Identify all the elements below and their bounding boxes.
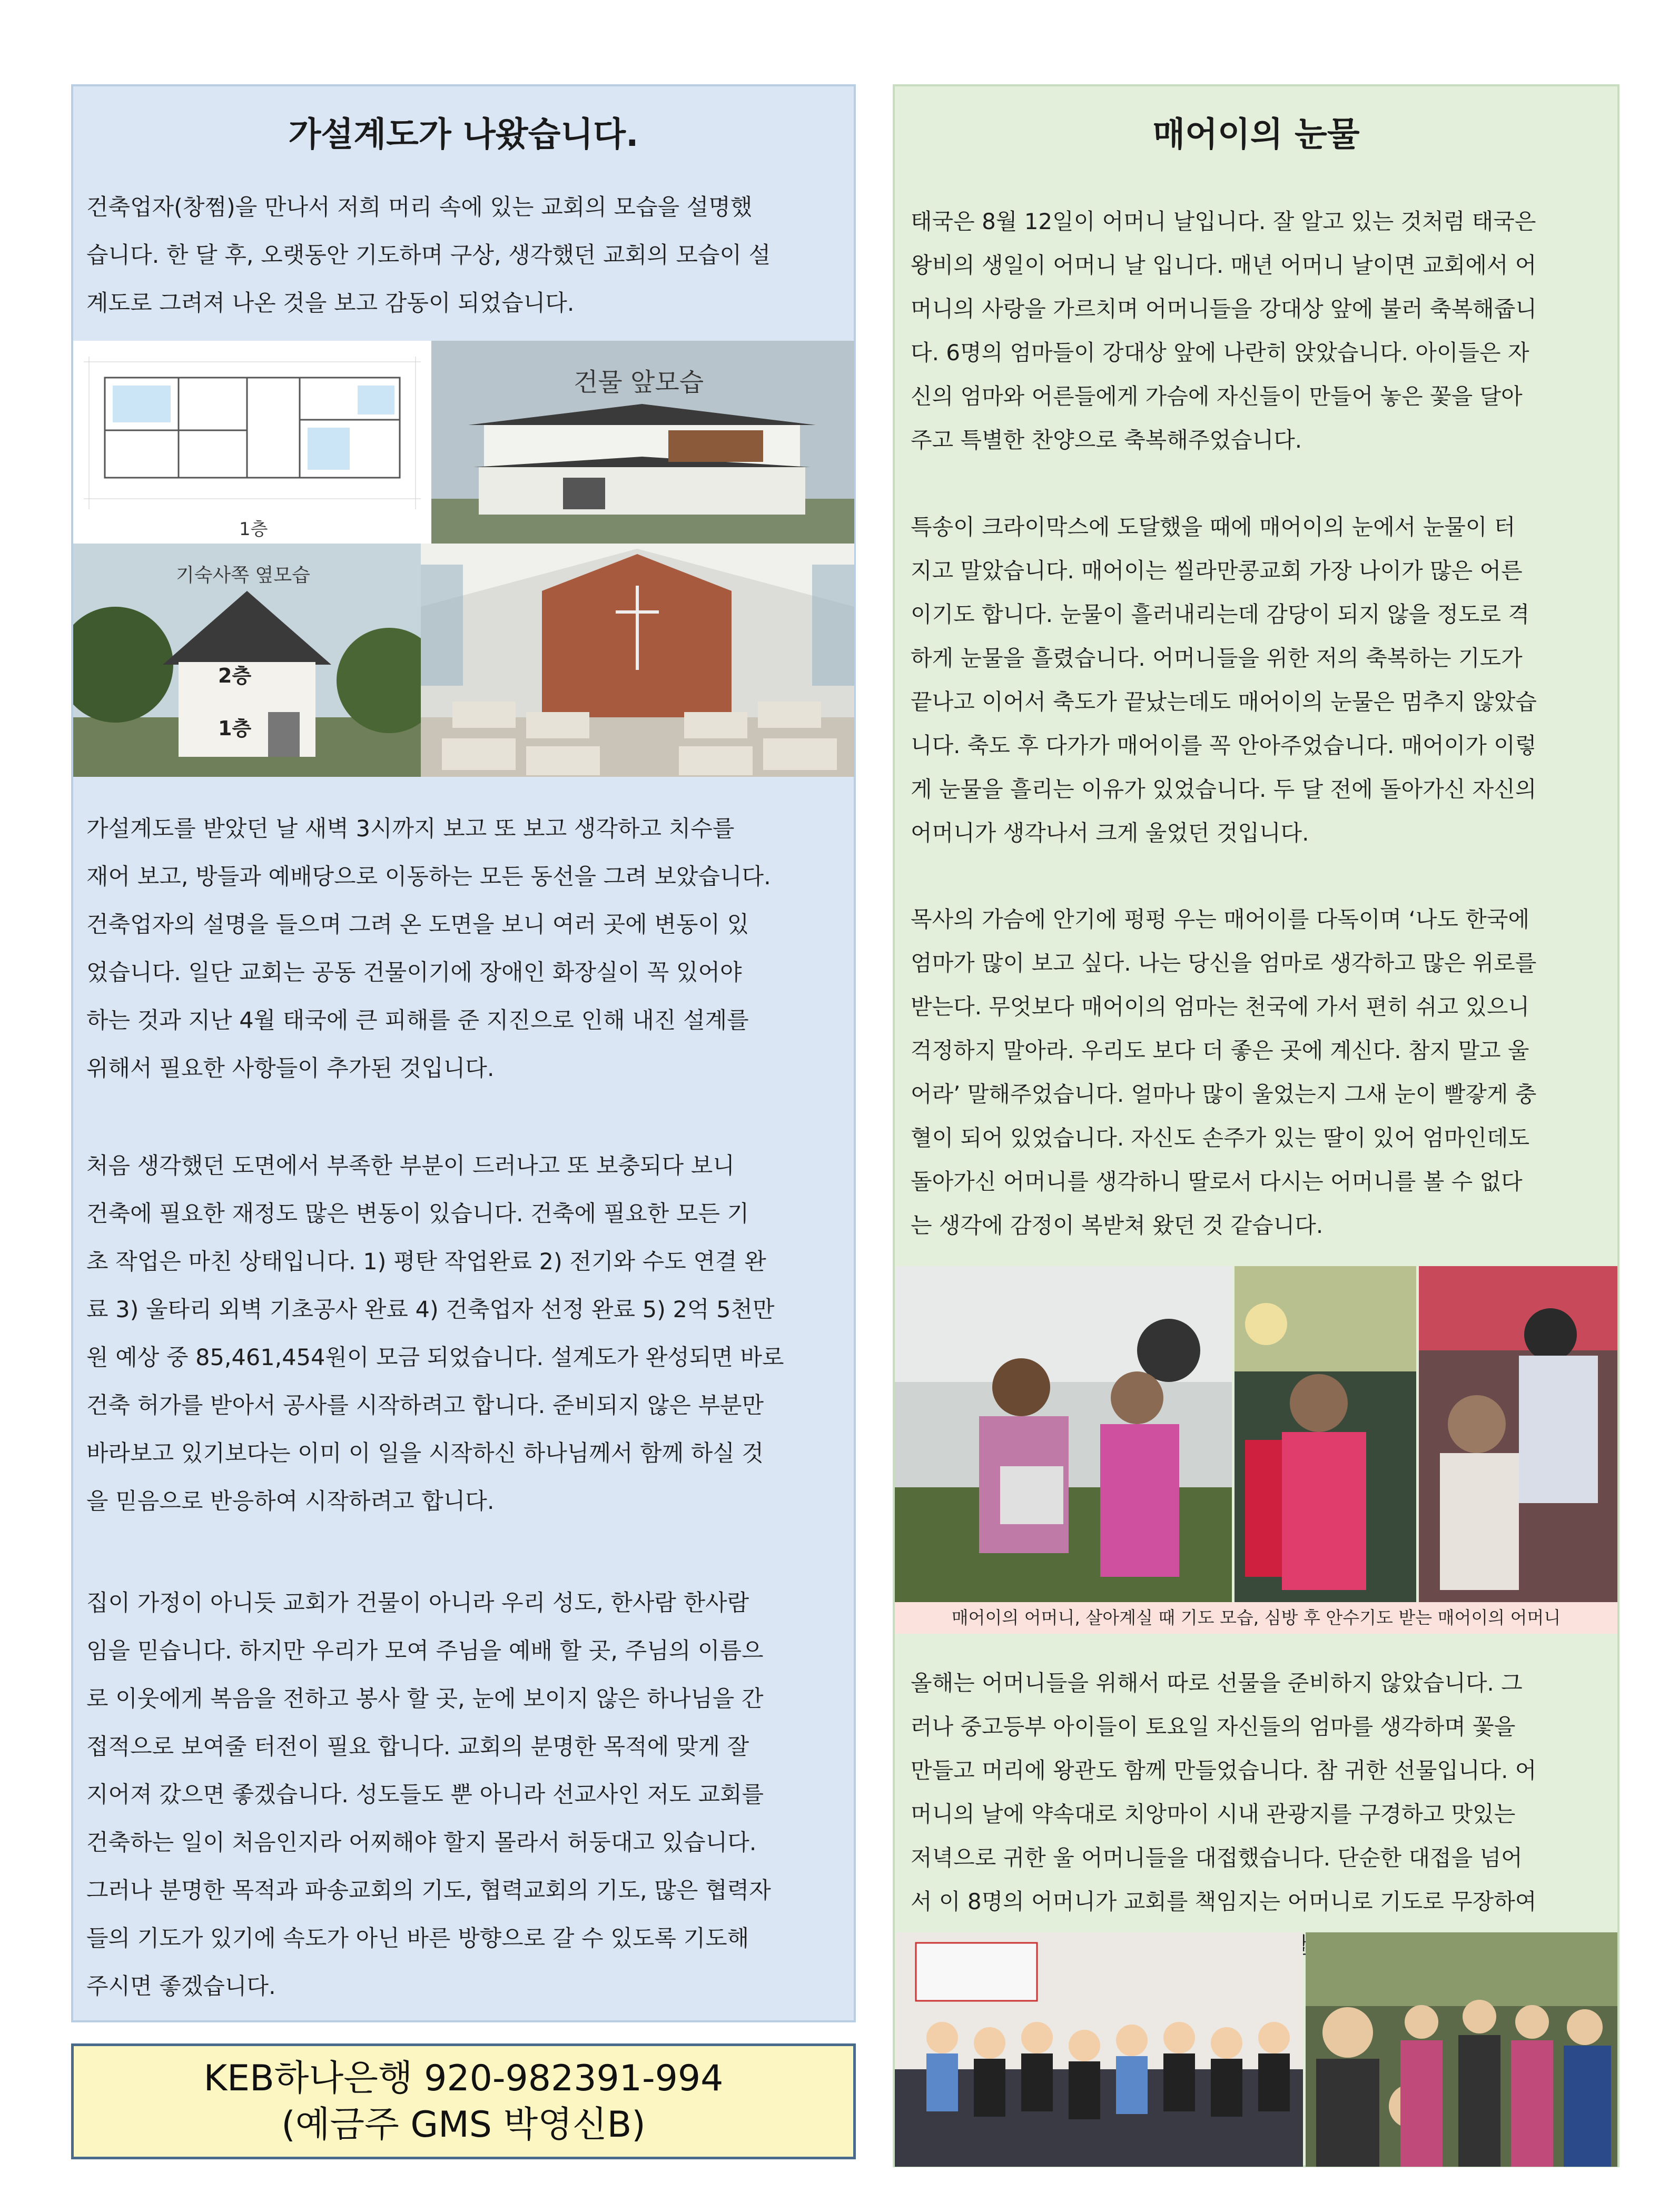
bank-account-box: [71, 2043, 856, 2159]
front-view-label: 건물 앞모습: [574, 368, 704, 397]
side-view-render: [73, 544, 421, 777]
side-view-floor2-label: 2층: [218, 664, 252, 687]
floor-1-label: 1층: [239, 519, 268, 540]
bank-account-number: KEB하나은행 920-982391-994: [203, 2058, 724, 2099]
front-view-render: [431, 341, 854, 544]
mother-photo-1: [895, 1266, 1232, 1602]
right-paragraph-4: 올해는 어머니들을 위해서 따로 선물을 준비하지 않았습니다. 그 러나 중고등부 아이들이 토요일 자신들의 엄마를 생각하며 꽃을 만들고 머리에 왕관도 함께 만들었습니다. 참 귀한 선물입니다. 어 머니의 날에 약속대로 치앙마이 시내 관광지를 구경하고 맛있는 저녁으로 귀한 울 어머니들을 대접했습니다. 단순한 대접을 넘어 서 이 8명의 어머니가 교회를 책임지는 어머니로 기도로 무장하여: [911, 1670, 1537, 1914]
left-title: 가설계도가 나왔습니다.: [288, 115, 639, 154]
side-view-floor1-label: 1층: [218, 717, 252, 740]
left-paragraph-3: 처음 생각했던 도면에서 부족한 부분이 드러나고 또 보충되다 보니 건축에 필요한 재정도 많은 변동이 있습니다. 건축에 필요한 모든 기 초 작업은 마친 상태입니다. 1) 평탄 작업완료 2) 전기와 수도 연결 완 료 3) 울타리 외벽 기초공사 완료 4) 건축업자 선정 완료 5) 2억 5천만 원 예상 중 85,461,454원이 모금 되었습니다. 설계도가 완성되면 바로 건축 허가를 받아서 공사를 시작하려고 합니다. 준비되지 않은 부분만 바라보고 있기보다는 이미 이 일을 시작하신 하나님께서 함께 하실 것 을 믿음으로 반응하여 시작하려고 합니다.: [86, 1153, 784, 1515]
photo-caption: 매어이의 어머니, 살아계실 때 기도 모습, 심방 후 안수기도 받는 매어이의 어머니: [895, 1602, 1617, 1634]
left-article: [71, 84, 856, 2022]
interior-render: [421, 544, 854, 777]
left-paragraph-1: 건축업자(창쩜)을 만나서 저희 머리 속에 있는 교회의 모습을 설명했 습니다. 한 달 후, 오랫동안 기도하며 구상, 생각했던 교회의 모습이 설 계도로 그려져 나온 것을 보고 감동이 되었습니다.: [86, 194, 771, 317]
mother-photo-2: [1235, 1266, 1416, 1602]
right-paragraph-3: 목사의 가슴에 안기에 펑펑 우는 매어이를 다독이며 ‘나도 한국에 엄마가 많이 보고 싶다. 나는 당신을 엄마로 생각하고 많은 위로를 받는다. 무엇보다 매어이의 엄마는 천국에 가서 편히 쉬고 있으니 걱정하지 말아라. 우리도 보다 더 좋은 곳에 계신다. 참지 말고 울 어라’ 말해주었습니다. 얼마나 많이 울었는지 그새 눈이 빨갛게 충 혈이 되어 있었습니다. 자신도 손주가 있는 딸이 있어 엄마인데도 돌아가신 어머니를 생각하니 딸로서 다시는 어머니를 볼 수 없다 는 생각에 감정이 복받쳐 왔던 것 같습니다.: [911, 906, 1537, 1238]
floor-plan-image: [73, 341, 431, 544]
right-title: 매어이의 눈물: [1152, 115, 1360, 154]
mothers-group-photo: [895, 1932, 1303, 2167]
right-paragraph-2: 특송이 크라이막스에 도달했을 때에 매어이의 눈에서 눈물이 터 지고 말았습니다. 매어이는 씰라만콩교회 가장 나이가 많은 어른 이기도 합니다. 눈물이 흘러내리는데 감당이 되지 않을 정도로 격 하게 눈물을 흘렸습니다. 어머니들을 위한 저의 축복하는 기도가 끝나고 이어서 축도가 끝났는데도 매어이의 눈물은 멈추지 않았습 니다. 축도 후 다가가 매어이를 꼭 안아주었습니다. 매어이가 이렇 게 눈물을 흘리는 이유가 있었습니다. 두 달 전에 돌아가신 자신의 어머니가 생각나서 크게 울었던 것입니다.: [911, 514, 1537, 846]
side-view-label: 기숙사쪽 옆모습: [176, 565, 310, 586]
outing-group-photo: [1306, 1932, 1617, 2167]
bank-account-holder: (예금주 GMS 박영신B): [281, 2104, 646, 2146]
right-paragraph-1: 태국은 8월 12일이 어머니 날입니다. 잘 알고 있는 것처럼 태국은 왕비의 생일이 어머니 날 입니다. 매년 어머니 날이면 교회에서 어 머니의 사랑을 가르치며 어머니들을 강대상 앞에 불러 축복해줍니 다. 6명의 엄마들이 강대상 앞에 나란히 앉았습니다. 아이들은 자 신의 엄마와 어른들에게 가슴에 자신들이 만들어 놓은 꽃을 달아 주고 특별한 찬양으로 축복해주었습니다.: [911, 209, 1537, 453]
left-paragraph-4: 집이 가정이 아니듯 교회가 건물이 아니라 우리 성도, 한사람 한사람 임을 믿습니다. 하지만 우리가 모여 주님을 예배 할 곳, 주님의 이름으 로 이웃에게 복음을 전하고 봉사 할 곳, 눈에 보이지 않은 하나님을 간 접적으로 보여줄 터전이 필요 합니다. 교회의 분명한 목적에 맞게 잘 지어져 갔으면 좋겠습니다. 성도들도 뿐 아니라 선교사인 저도 교회를 건축하는 일이 처음인지라 어찌해야 할지 몰라서 허둥대고 있습니다. 그러나 분명한 목적과 파송교회의 기도, 협력교회의 기도, 많은 협력자 들의 기도가 있기에 속도가 아닌 바른 방향으로 갈 수 있도록 기도해 주시면 좋겠습니다.: [86, 1590, 771, 2000]
right-article: [893, 84, 1619, 2167]
left-paragraph-2: 가설계도를 받았던 날 새벽 3시까지 보고 또 보고 생각하고 치수를 재어 보고, 방들과 예배당으로 이동하는 모든 동선을 그려 보았습니다. 건축업자의 설명을 들으며 그려 온 도면을 보니 여러 곳에 변동이 있 었습니다. 일단 교회는 공동 건물이기에 장애인 화장실이 꼭 있어야 하는 것과 지난 4월 태국에 큰 피해를 준 지진으로 인해 내진 설계를 위해서 필요한 사항들이 추가된 것입니다.: [86, 816, 771, 1082]
mother-photo-3: [1419, 1266, 1617, 1602]
